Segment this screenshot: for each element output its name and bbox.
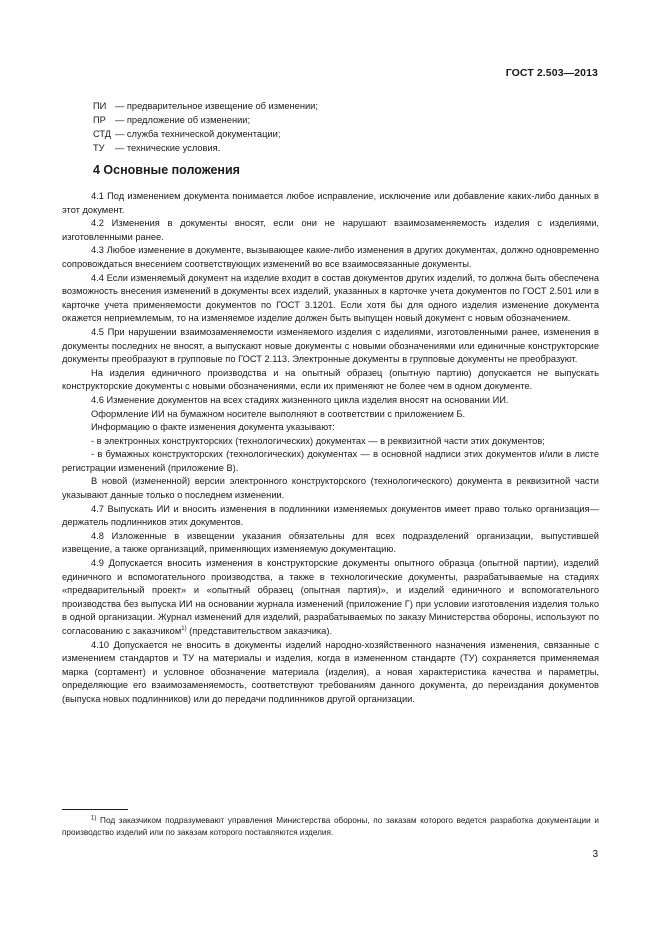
paragraph-4-9-text: 4.9 Допускается вносить изменения в конструкторские документы опытного образца (опытной партии), изделий единичного и вспомогательного производства, а также в технологические документы, разрабатываемые на стадиях «предварительный проект» и «опытный образец (опытная партия)», и изделий единичного и вспомогательного производства без выпуска ИИ на основании журнала изменений (приложение Г) при условии изготовления изделия только в одной организации. Журнал изменений для изделий, разрабатываемых по заказу Министерства обороны, используют по согласованию с заказчиком: [62, 558, 599, 636]
abbreviation-item: [93, 142, 593, 156]
paragraph-4-10: 4.10 Допускается не вносить в документы изделий народно-хозяйственного назначения изменения, связанные с изменением стандартов и ТУ на материалы и изделия, когда в измененном стандарте (ТУ) сохраняется применяемая марка (сортамент) и условное обозначение материала (изделия), а новая характеристика качества и параметры, определяющие его взаимозаменяемость, соответствуют требованиям данного документа, до переиздания документов (выпуска новых подлинников) или до передачи подлинников другой организации.: [62, 639, 599, 704]
footnote-text: Под заказчиком подразумевают управления Министерства обороны, по заказам которого ведется разработка документации и производство изделий или по заказам которого поставляются изделия.: [62, 816, 599, 838]
abbreviation-definition: — предложение об изменении;: [115, 114, 251, 125]
paragraph-change-info: Информацию о факте изменения документа указывают:: [91, 422, 335, 433]
paragraph-4-9-tail: (представительством заказчика).: [186, 626, 333, 636]
paragraph-4-4: 4.4 Если изменяемый документ на изделие входит в состав документов других изделий, то должна быть обеспечена возможность внесения изменений в документы всех изделий, указанных в карточке учета документов по ГОСТ 2.501 или в карточке учета применяемости документов по ГОСТ 3.1201. Если хотя бы для одного изделия изменение документа окажется неприемлемым, то на изменяемое изделие должен быть выпущен новый документ с новым обозначением.: [62, 272, 599, 324]
section-body: [62, 190, 599, 707]
abbreviation-item: [93, 128, 593, 142]
abbreviation-term: ПИ: [93, 101, 107, 111]
abbreviation-definition: — предварительное извещение об изменении;: [115, 101, 318, 111]
paragraph-4-2: 4.2 Изменения в документы вносят, если они не нарушают взаимозаменяемость изделия с изделиями, изготовленными ранее.: [62, 218, 599, 242]
paragraph-4-3: 4.3 Любое изменение в документе, вызывающее какие-либо изменения в других документах, должно одновременно сопровождаться внесением соответствующих изменений во все взаимосвязанные документы.: [62, 245, 599, 269]
paragraph-4-6: 4.6 Изменение документов на всех стадиях жизненного цикла изделия вносят на основании ИИ.: [91, 394, 509, 405]
paragraph-new-version: В новой (измененной) версии электронного конструкторского (технологического) документа в реквизитной части указывают данные только о последнем изменении.: [62, 476, 599, 501]
abbreviation-list: [93, 100, 593, 156]
footnote-marker: 1): [91, 815, 97, 822]
abbreviation-term: ТУ: [93, 142, 105, 153]
footnote: [62, 815, 599, 840]
abbreviation-term: ПР: [93, 114, 106, 125]
footnote-divider: [62, 809, 128, 810]
section-title: 4 Основные положения: [93, 163, 240, 177]
abbreviation-definition: — технические условия.: [115, 142, 221, 153]
paragraph-4-8: 4.8 Изложенные в извещении указания обязательны для всех подразделений организации, выпустившей извещение, а также организаций, применяющих изменяемую документацию.: [62, 530, 599, 555]
paragraph-ii-paper-form: Оформление ИИ на бумажном носителе выполняют в соответствии с приложением Б.: [91, 408, 466, 419]
footnote-reference: 1): [181, 625, 187, 632]
abbreviation-definition: — служба технической документации;: [115, 128, 281, 139]
abbreviation-item: [93, 114, 593, 128]
paragraph-4-1: 4.1 Под изменением документа понимается любое исправление, исключение или добавление каких-либо данных в этот документ.: [62, 191, 599, 215]
paragraph-4-9: [62, 557, 599, 639]
abbreviation-term: СТД: [93, 128, 112, 139]
list-item-electronic-docs: - в электронных конструкторских (технологических) документах — в реквизитной части этих документов;: [91, 435, 545, 446]
abbreviation-item: [93, 100, 593, 114]
paragraph-single-production: На изделия единичного производства и на опытный образец (опытную партию) допускается не выпускать конструкторские документы с новыми обозначениями, если их применяют не более чем в одном документе.: [62, 367, 599, 392]
document-code: ГОСТ 2.503—2013: [505, 67, 598, 79]
page-number: 3: [592, 849, 598, 860]
paragraph-4-5: 4.5 При нарушении взаимозаменяемости изменяемого изделия с изделиями, изготовленными ранее, изменения в документы последних не вносят, а выпускают новые документы с новыми обозначениями или единичные конструкторские документы преобразуют в групповые по ГОСТ 2.113. Электронные документы в групповые документы не преобразуют.: [62, 326, 599, 365]
paragraph-4-7: 4.7 Выпускать ИИ и вносить изменения в подлинники изменяемых документов имеет право только организация—держатель подлинников этих документов.: [62, 503, 599, 528]
list-item-paper-docs: - в бумажных конструкторских (технологических) документах — в основной надписи этих документов и/или в листе регистрации изменений (приложение В).: [62, 449, 599, 473]
